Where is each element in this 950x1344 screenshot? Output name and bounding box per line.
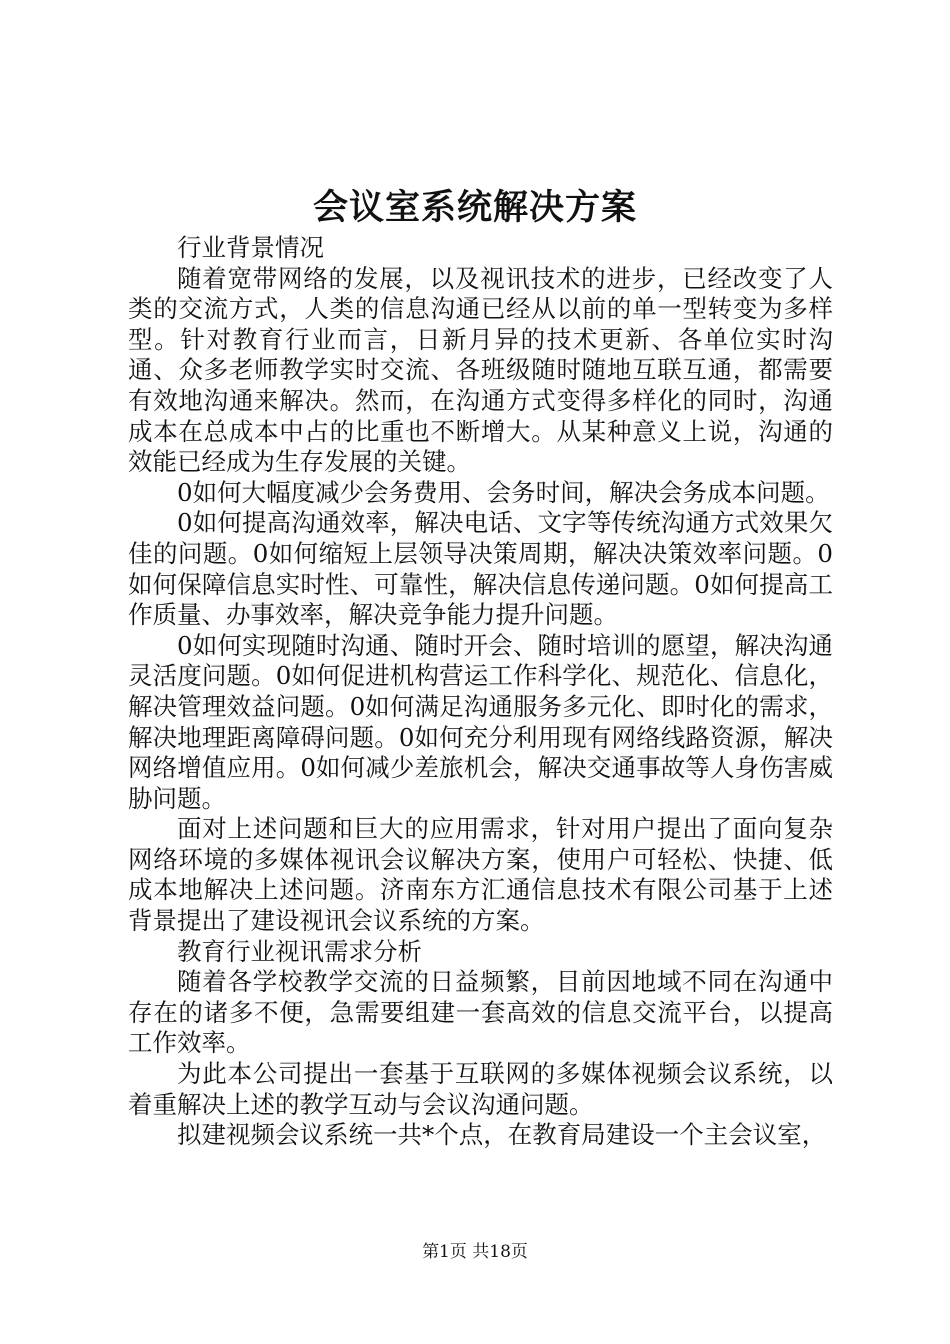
paragraph-question-flexibility: 0如何实现随时沟通、随时开会、随时培训的愿望，解决沟通灵活度问题。0如何促进机构营运工作科学化、规范化、信息化，解决管理效益问题。0如何满足沟通服务多元化、即时化的需求，解决地理距离障碍问题。0如何充分利用现有网络线路资源，解决网络增值应用。0如何减少差旅机会，解决交通事故等人身伤害威胁问题。 xyxy=(128,630,833,813)
paragraph-requirements: 随着各学校教学交流的日益频繁，目前因地域不同在沟通中存在的诸多不便，急需要组建一套高效的信息交流平台，以提高工作效率。 xyxy=(128,967,833,1058)
paragraph-proposal: 为此本公司提出一套基于互联网的多媒体视频会议系统，以着重解决上述的教学互动与会议沟通问题。 xyxy=(128,1059,833,1119)
paragraph-intro: 随着宽带网络的发展，以及视讯技术的进步，已经改变了人类的交流方式，人类的信息沟通已经从以前的单一型转变为多样型。针对教育行业而言，日新月异的技术更新、各单位实时沟通、众多老师教学实时交流、各班级随时随地互联互通，都需要有效地沟通来解决。然而，在沟通方式变得多样化的同时，沟通成本在总成本中占的比重也不断增大。从某种意义上说，沟通的效能已经成为生存发展的关键。 xyxy=(128,263,833,477)
paragraph-plan: 拟建视频会议系统一共*个点，在教育局建设一个主会议室， xyxy=(177,1120,827,1150)
page-number-footer: 第1页 共18页 xyxy=(422,1242,528,1262)
paragraph-question-cost: 0如何大幅度减少会务费用、会务时间，解决会务成本问题。 xyxy=(177,477,830,507)
section-heading-background: 行业背景情况 xyxy=(177,233,324,262)
section-heading-requirements: 教育行业视讯需求分析 xyxy=(177,936,422,966)
paragraph-solution-overview: 面对上述问题和巨大的应用需求，针对用户提出了面向复杂网络环境的多媒体视讯会议解决方案，使用户可轻松、快捷、低成本地解决上述问题。济南东方汇通信息技术有限公司基于上述背景提出了建设视讯会议系统的方案。 xyxy=(128,814,833,936)
document-title: 会议室系统解决方案 xyxy=(312,187,637,228)
document-body xyxy=(128,233,833,1151)
paragraph-question-efficiency: 0如何提高沟通效率，解决电话、文字等传统沟通方式效果欠佳的问题。0如何缩短上层领导决策周期，解决决策效率问题。0如何保障信息实时性、可靠性，解决信息传递问题。0如何提高工作质量、办事效率，解决竞争能力提升问题。 xyxy=(128,508,833,630)
